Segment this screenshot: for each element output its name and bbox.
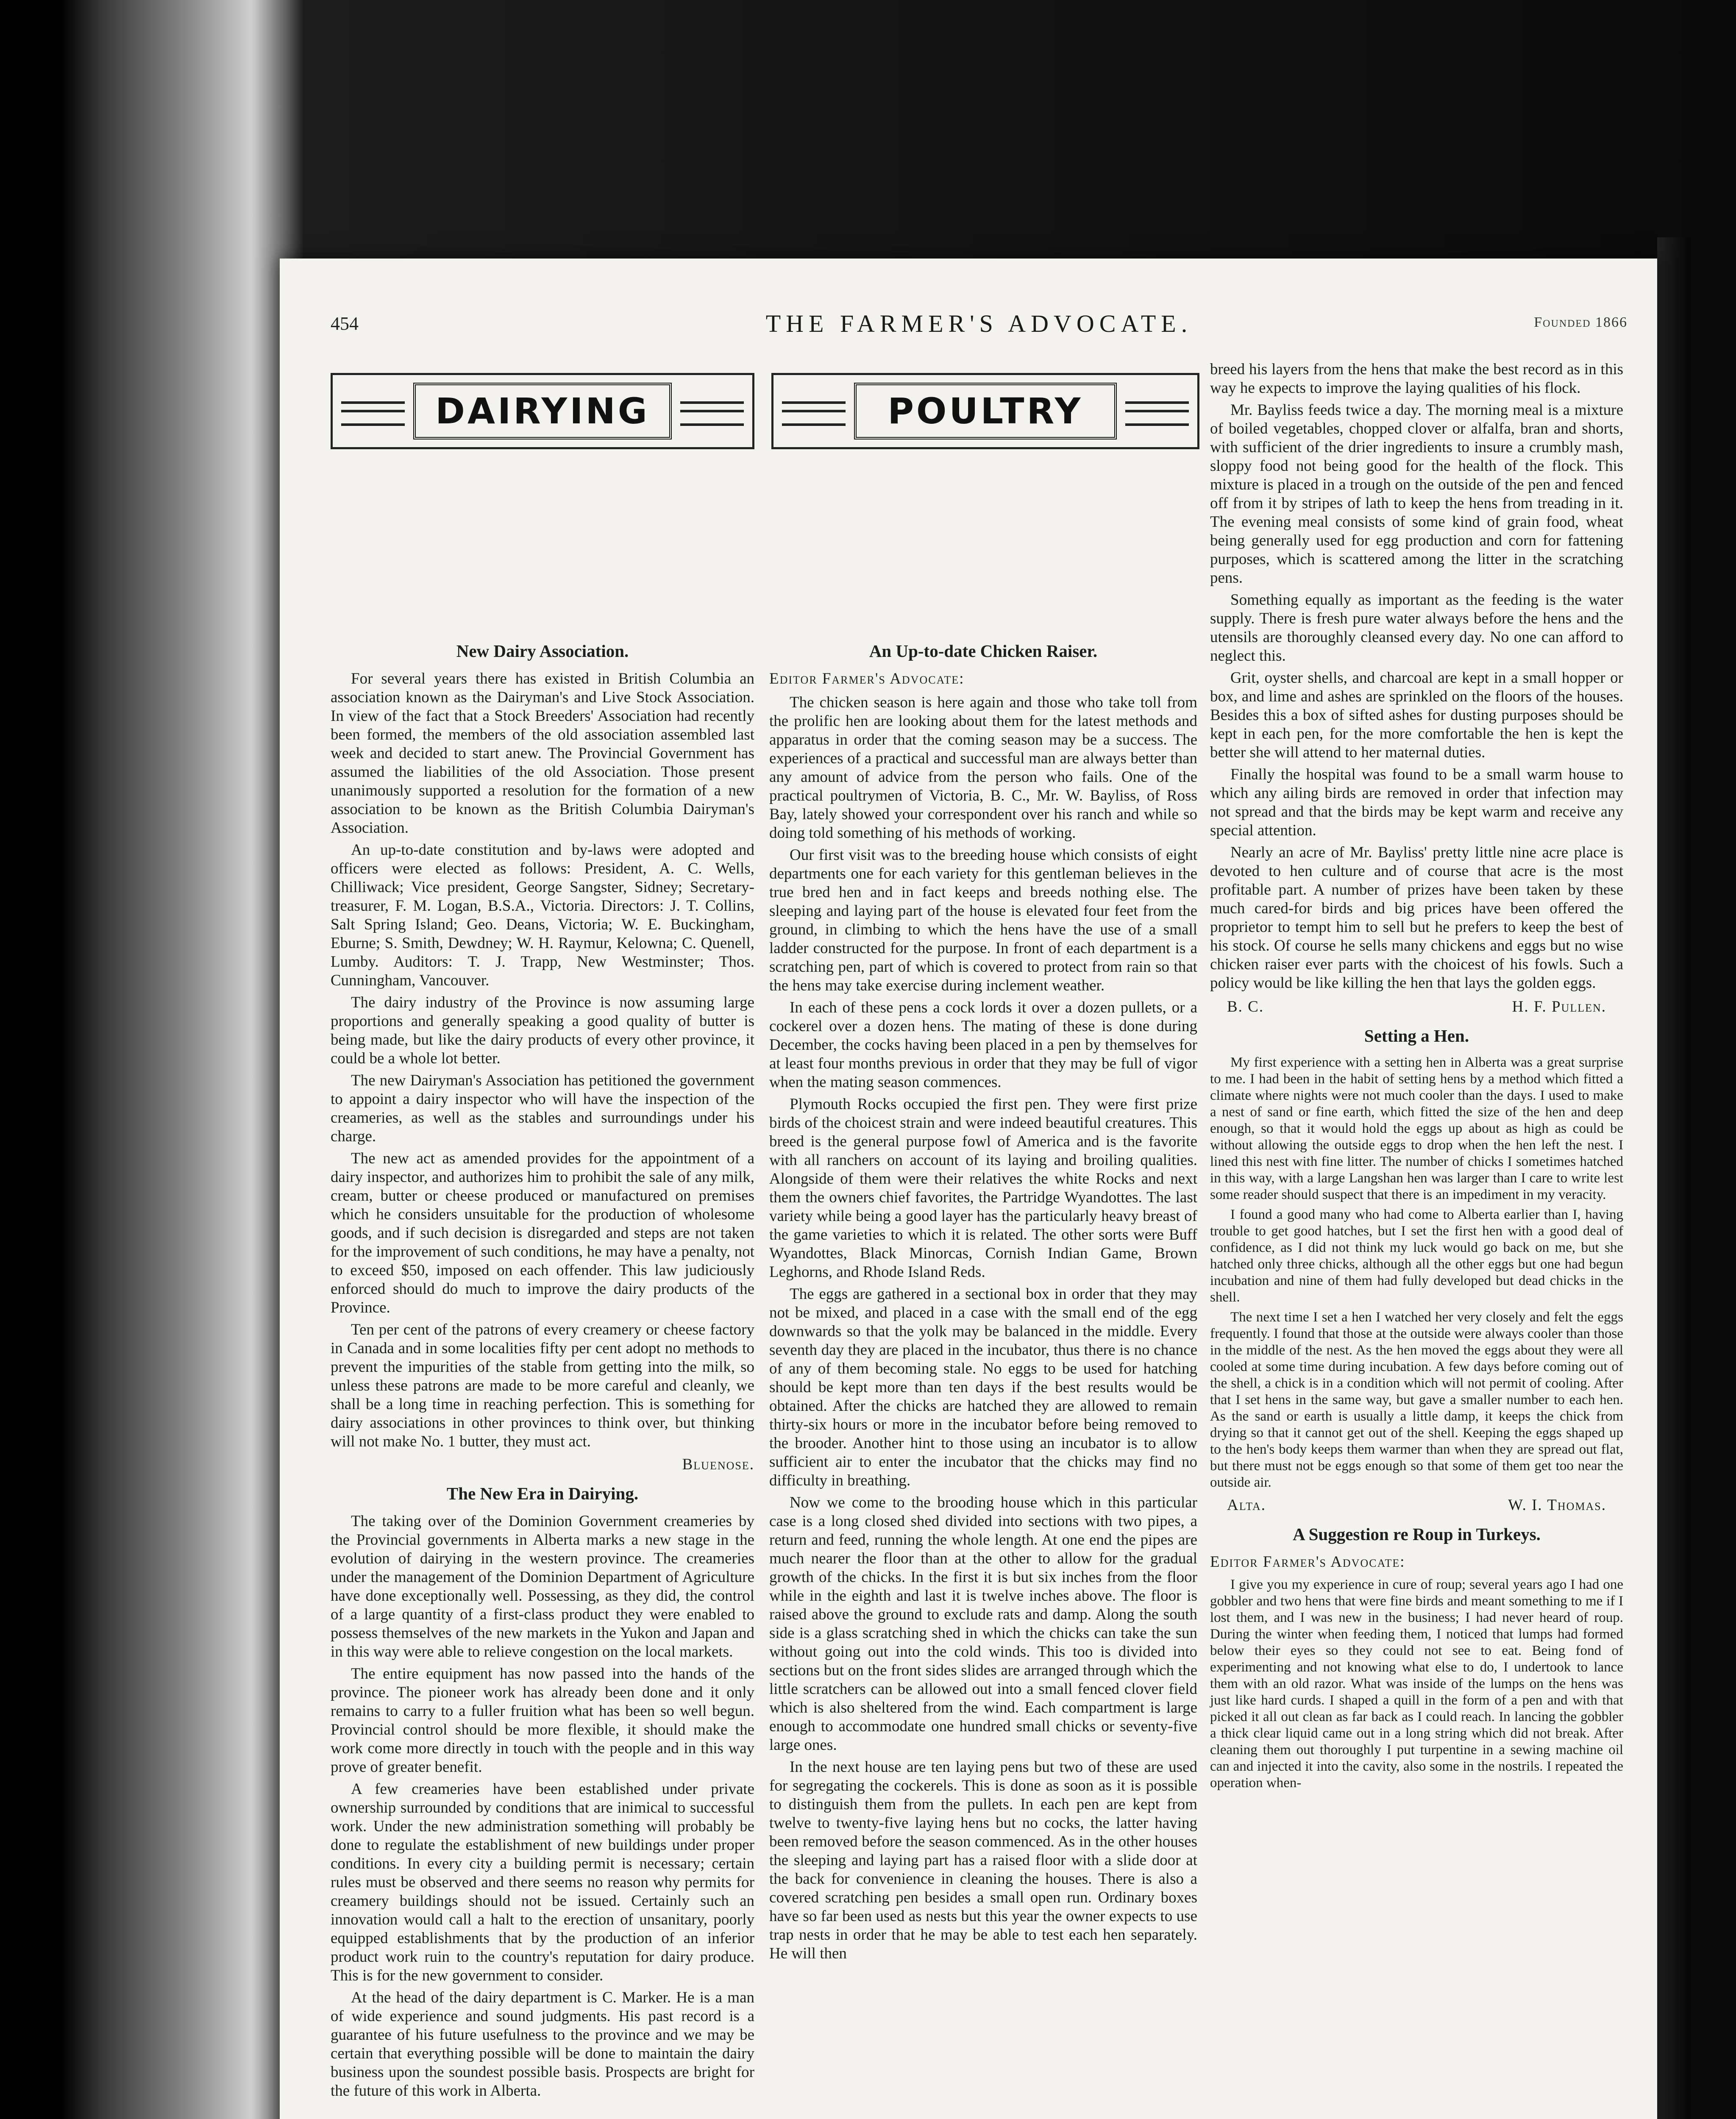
paragraph: Nearly an acre of Mr. Bayliss' pretty little nine acre place is devoted to hen culture and of course that acre is the most profitable part. A number of prizes have been taken by these much cared-for birds and big prices have been offered the proprietor to tempt him to sell but he prefers to keep the best of his stock. Of course he sells many chickens and eggs but no wise chicken raiser ever parts with the choicest of his fowls. Such a policy would be like killing the hen that lays the golden eggs. xyxy=(1210,844,1623,992)
paragraph: The taking over of the Dominion Government creameries by the Provincial governments in Alberta marks a new stage in the evolution of dairying in the western province. The creameries under the management of the Dominion Department of Agriculture have done exceptionally well. Possessing, as they did, the control of a large quantity of a first-class product they were enabled to possess themselves of the new markets in the Yukon and Japan and in this way were able to relieve congestion on the local markets. xyxy=(331,1513,754,1660)
paragraph: My first experience with a setting hen in Alberta was a great surprise to me. I had been in the habit of setting hens by a method which fitted a climate where nights were not much cooler than the days. I used to make a nest of sand or fine earth, which fitted the size of the hen and deep enough, so that it would hold the eggs up about as high as could be without allowing the outside eggs to drop when the hen left the nest. I lined this nest with fine litter. The number of chicks I sometimes hatched in this way, with a large Langshan hen was larger than I care to write lest some reader should suspect that there is an impediment in my veracity. xyxy=(1210,1055,1623,1202)
paragraph: At the head of the dairy department is C. Marker. He is a man of wide experience and sound judgments. His past record is a guarantee of his future usefulness to the province and we may be certain that everything possible will be done to maintain the dairy business upon the soundest possible basis. Prospects are bright for the future of this work in Alberta. xyxy=(331,1989,754,2100)
paragraph: The new Dairyman's Association has petitioned the government to appoint a dairy inspector who will have the inspection of the creameries, as well as the stables and surroundings under his charge. xyxy=(331,1072,754,1145)
left-column xyxy=(331,631,754,2104)
paragraph: Finally the hospital was found to be a small warm house to which any ailing birds are removed in order that infection may not spread and that the birds may be kept warm and receive any special attention. xyxy=(1210,766,1623,839)
banner-rule-left xyxy=(341,401,405,426)
right-column xyxy=(1210,360,1623,1795)
page-edge-shadow xyxy=(1657,237,1691,2119)
paragraph: Something equally as important as the feeding is the water supply. There is fresh pure water always before the hens and the utensils are thoroughly cleansed every day. No one can afford to neglect this. xyxy=(1210,591,1623,665)
article-title-new-era-in-dairying: The New Era in Dairying. xyxy=(446,1484,639,1503)
roup-body xyxy=(1210,1577,1623,1791)
paragraph: The dairy industry of the Province is now assuming large proportions and generally speaking a good quality of butter is being made, but like the dairy products of every other province, it could be a whole lot better. xyxy=(331,994,754,1067)
banner-rule-right xyxy=(1125,401,1189,426)
paragraph: The chicken season is here again and those who take toll from the prolific hen are looking about them for the latest methods and apparatus in order that the coming season may be a success. The experiences of a practical and successful man are always better than any amount of advice from the person who fails. One of the practical poultrymen of Victoria, B. C., Mr. W. Bayliss, of Ross Bay, lately showed your correspondent over his ranch and while so doing told something of his methods of working. xyxy=(769,694,1197,842)
signature-place: B. C. xyxy=(1227,998,1264,1015)
dairying-banner xyxy=(331,373,754,449)
paragraph: The next time I set a hen I watched her very closely and felt the eggs frequently. I found that those at the outside were always cooler than those in the middle of the nest. As the hen moved the eggs about they were all cooled at some time during incubation. A few days before coming out of the shell, a chick is in a condition which will not permit of cooling. After that I set hens in the same way, but gave a smaller number to each hen. As the sand or earth is usually a little damp, it keeps the chick from drying so that it cannot get out of the shell. Keeping the eggs shaped up to the hen's body keeps them warmer than when they are spread out flat, but there must not be eggs enough so that some of them get too near the outside air. xyxy=(1210,1310,1623,1490)
editor-salutation: Editor Farmer's Advocate: xyxy=(1210,1553,1405,1571)
paragraph: breed his layers from the hens that make the best record as in this way he expects to improve the laying qualities of his flock. xyxy=(1210,361,1623,397)
article-title-roup-in-turkeys: A Suggestion re Roup in Turkeys. xyxy=(1293,1524,1541,1544)
newspaper-page xyxy=(280,259,1657,2119)
signature-place: Alta. xyxy=(1227,1496,1266,1514)
banner-rule-right xyxy=(680,401,744,426)
banner-rule-left xyxy=(782,401,846,426)
signature-bluenose: Bluenose. xyxy=(682,1456,754,1473)
paragraph: Ten per cent of the patrons of every creamery or cheese factory in Canada and in some localities fifty per cent adopt no methods to prevent the impurities of the stable from getting into the milk, so unless these patrons are made to be more careful and cleanly, we shall be a long time in reaching perfection. This is something for dairy associations in other provinces to think over, but thinking will not make No. 1 butter, they must act. xyxy=(331,1321,754,1450)
article-title-setting-a-hen: Setting a Hen. xyxy=(1364,1026,1469,1046)
middle-column xyxy=(769,631,1197,1966)
article-title-new-dairy-association: New Dairy Association. xyxy=(456,641,629,661)
paragraph: Mr. Bayliss feeds twice a day. The morning meal is a mixture of boiled vegetables, chopped clover or alfalfa, bran and shorts, with sufficient of the drier ingredients to insure a crumbly mash, sloppy food not being good for the health of the flock. This mixture is placed in a trough on the outside of the pen and fenced off from it by stripes of lath to keep the hens from treading in it. The evening meal consists of some kind of grain food, wheat being generally used for egg production and corn for fattening purposes, which is scattered among the litter in the scratching pens. xyxy=(1210,401,1623,587)
signature-line-thomas xyxy=(1210,1496,1623,1515)
page-number: 454 xyxy=(331,313,359,334)
paragraph: A few creameries have been established under private ownership surrounded by conditions that are inimical to successful work. Under the new administration something will probably be done to regulate the establishment of new buildings under proper conditions. In every city a building permit is necessary; certain rules must be observed and there seems no reason why permits for creamery buildings should not be issued. Certainly such an innovation would call a halt to the erection of unsanitary, poorly equipped establishments that by the production of an inferior product work ruin to the country's reputation for dairy produce. This is for the new government to consider. xyxy=(331,1780,754,1984)
dairying-banner-label: DAIRYING xyxy=(413,383,672,439)
running-header xyxy=(331,309,1628,343)
paragraph: Our first visit was to the breeding house which consists of eight departments one for each variety for this gentleman believes in the true bred hen and in fact keeps and breeds nothing else. The sleeping and laying part of the house is elevated four feet from the ground, in climbing to which the hens have the use of a small ladder constructed for the purpose. In front of each department is a scratching pen, part of which is covered to protect from rain so that the hens may take exercise during inclement weather. xyxy=(769,846,1197,994)
poultry-banner-label: POULTRY xyxy=(854,383,1117,439)
paragraph: Plymouth Rocks occupied the first pen. They were first prize birds of the choicest strain and were indeed beautiful creatures. This breed is the general purpose fowl of America and is the favorite with all ranchers on account of its laying and broiling qualities. Alongside of them were their relatives the white Rocks and next them the owners chief favorites, the Partridge Wyandottes. The last variety while being a good layer has the particularly heavy breast of the game varieties to which it is related. The other sorts were Buff Wyandottes, Black Minorcas, Cornish Indian Game, Brown Leghorns, and Rhode Island Reds. xyxy=(769,1096,1197,1281)
editor-salutation: Editor Farmer's Advocate: xyxy=(769,670,965,687)
paragraph: Grit, oyster shells, and charcoal are kept in a small hopper or box, and lime and ashes are sprinkled on the floors of the houses. Besides this a box of sifted ashes for dusting purposes should be kept in each pen, for the more comfortable the hen is kept the better she will attend to her maternal duties. xyxy=(1210,669,1623,761)
paragraph: I found a good many who had come to Alberta earlier than I, having trouble to get good hatches, but I set the first hen with a good deal of confidence, as I did not think my luck would go back on me, but she hatched only three chicks, although all the other eggs but one had begun incubation and nine of them had fully developed but dead chicks in the shell. xyxy=(1210,1207,1623,1305)
paragraph: The eggs are gathered in a sectional box in order that they may not be mixed, and placed in a case with the small end of the egg downwards so that the yolk may be balanced in the middle. Every seventh day they are placed in the incubator, thus there is no chance of any of them becoming stale. No eggs to be used for hatching should be kept more than ten days if the best results would be obtained. After the chicks are hatched they are allowed to remain thirty-six hours or more in the incubator before being removed to the brooder. Another hint to those using an incubator is to allow sufficient air to enter the incubator that the chicks may find no difficulty in breathing. xyxy=(769,1285,1197,1489)
setting-a-hen-body xyxy=(1210,1054,1623,1491)
paragraph: I give you my experience in cure of roup; several years ago I had one gobbler and two hens that were fine birds and meant something to me if I lost them, and I was new in the business; I had never heard of roup. During the winter when feeding them, I noticed that lumps had formed below their eyes so they could not see to eat. Being fond of experimenting and not knowing what else to do, I undertook to lance them with an old razor. What was inside of the lumps on the hens was just like hard curds. I shaped a quill in the form of a pen and with that picked it all out clean as far back as I could reach. In lancing the gobbler a thick clear liquid came out in a long string which did not break. After cleaning them out thoroughly I put turpentine in a sewing machine oil can and injected it into the cavity, also some in the nostrils. I repeated the operation when- xyxy=(1210,1577,1623,1791)
signature-author: W. I. Thomas. xyxy=(1508,1496,1606,1514)
founded-note: Founded 1866 xyxy=(1534,314,1628,330)
paragraph: Now we come to the brooding house which in this particular case is a long closed shed divided into sections with two pipes, a return and feed, running the whole length. At one end the pipes are much nearer the floor than at the other to allow for the gradual growth of the chicks. In the first it is but six inches from the floor while in the eighth and last it is twelve inches above. The floor is raised above the ground to exclude rats and damp. Along the south side is a glass scratching shed in which the chicks can take the sun without going out into the cold winds. This too is divided into sections but on the front sides slides are arranged through which the little scratchers can be allowed out into a small fenced clover field which is also sheltered from the wind. Each compartment is large enough to accommodate one hundred small chicks or seventy-five large ones. xyxy=(769,1494,1197,1754)
paragraph: The entire equipment has now passed into the hands of the province. The pioneer work has already been done and it only remains to carry to a fuller fruition what has been so well begun. Provincial control should be more flexible, it should make the work come more directly in touch with the people and in this way prove of greater benefit. xyxy=(331,1665,754,1776)
article-title-chicken-raiser: An Up-to-date Chicken Raiser. xyxy=(869,641,1098,661)
paragraph: An up-to-date constitution and by-laws were adopted and officers were elected as follows: President, A. C. Wells, Chilliwack; Vice president, George Sangster, Sidney; Secretary-treasurer, F. M. Logan, B.S.A., Victoria. Directors: J. T. Collins, Salt Spring Island; Geo. Deans, Victoria; W. E. Buckingham, Eburne; S. Smith, Dewdney; W. H. Raymur, Kelowna; C. Quenell, Lumby. Auditors: T. J. Trapp, New Westminster; Thos. Cunningham, Vancouver. xyxy=(331,841,754,989)
paragraph: The new act as amended provides for the appointment of a dairy inspector, and authorizes him to prohibit the sale of any milk, cream, butter or cheese produced or manufactured on premises which he considers unsuitable for the production of wholesome goods, and if such decision is disregarded and steps are not taken for the improvement of such conditions, he may have a penalty, not to exceed $50, imposed on each offender. This law judiciously enforced should do much to improve the dairy products of the Province. xyxy=(331,1150,754,1316)
paragraph: In each of these pens a cock lords it over a dozen pullets, or a cockerel over a dozen hens. The mating of these is done during December, the cocks having been placed in a pen by themselves for at least four months previous in order that they may be full of vigor when the mating season commences. xyxy=(769,999,1197,1091)
signature-line-pullen xyxy=(1210,998,1623,1016)
paragraph: For several years there has existed in British Columbia an association known as the Dairyman's and Live Stock Association. In view of the fact that a Stock Breeders' Association had recently been formed, the members of the old association assembled last week and decided to start anew. The Provincial Government has assumed the liabilities of the old Association. Those present unanimously supported a resolution for the formation of a new association to be known as the British Columbia Dairyman's Association. xyxy=(331,670,754,837)
publication-title: THE FARMER'S ADVOCATE. xyxy=(765,310,1193,337)
poultry-banner xyxy=(771,373,1199,449)
paragraph: In the next house are ten laying pens but two of these are used for segregating the cockerels. This is done as soon as it is possible to distinguish them from the pullets. In each pen are kept from twelve to twenty-five laying hens but no cocks, the latter having been removed before the season commenced. As in the other houses the sleeping and laying part has a raised floor with a slide door at the back for convenience in cleaning the houses. There is also a covered scratching pen besides a small open run. Ordinary boxes have so far been used as nests but this year the owner expects to use trap nests in order that he may be able to test each hen separately. He will then xyxy=(769,1758,1197,1962)
signature-author: H. F. Pullen. xyxy=(1512,998,1606,1015)
